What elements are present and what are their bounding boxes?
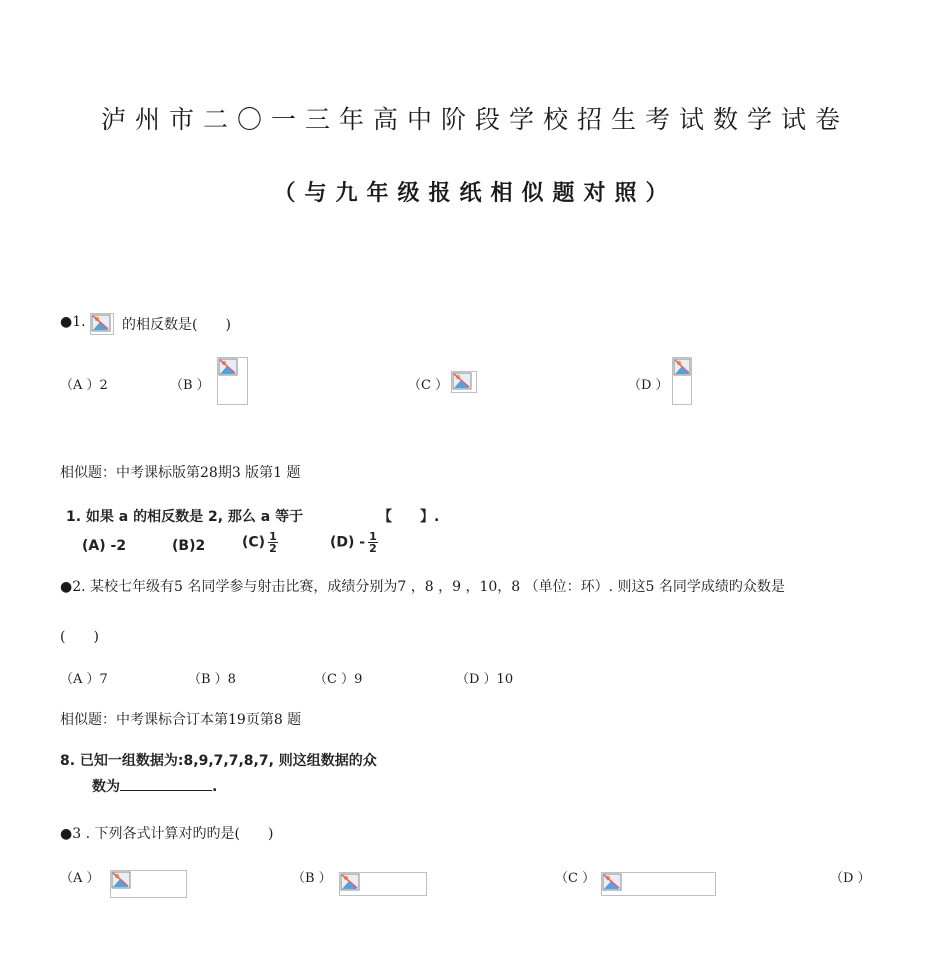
q2-scan-line-1: 8. 已知一组数据为:8,9,7,7,8,7, 则这组数据的众: [60, 753, 377, 769]
q1-option-d: （D ）: [628, 378, 669, 393]
broken-image-icon: [340, 873, 360, 891]
q3-option-b-image: [339, 872, 427, 896]
fraction-denominator: 2: [269, 542, 277, 555]
q2-scan-line-2: [92, 776, 217, 796]
q2-option-a: （A ）7: [60, 672, 108, 687]
page-title: 泸州市二〇一三年高中阶段学校招生考试数学试卷: [100, 105, 849, 134]
option-d-image: [672, 357, 692, 405]
scan-option-c-label: (C): [242, 534, 266, 551]
q1-scan-line: [66, 506, 303, 526]
q2-similar-ref: 相似题：中考课标合订本第19页第8 题: [60, 712, 302, 728]
scan-option-d-label: (D) -: [330, 534, 366, 551]
bullet: ●: [60, 579, 73, 595]
broken-image-icon: [452, 372, 472, 390]
scan-option-a: (A) -2: [82, 538, 127, 554]
question-1: [60, 314, 86, 330]
answer-paren: ( ): [60, 629, 99, 645]
q3-option-d: （D ）: [830, 871, 871, 886]
q3-option-b: （B ）: [292, 871, 332, 886]
scan-text: 数为: [92, 779, 120, 795]
option-c-image: [451, 371, 477, 393]
question-2: [60, 576, 785, 596]
fraction-denominator: 2: [369, 542, 377, 555]
q3-option-a: （A ）: [60, 871, 100, 886]
scan-period: .: [212, 779, 218, 795]
fill-blank: [120, 777, 212, 791]
q1-option-b: （B ）: [170, 378, 210, 393]
bullet: ●: [60, 826, 73, 842]
scan-option-c: [242, 531, 278, 554]
q1-similar-ref: 相似题：中考课标版第28期3 版第1 题: [60, 465, 301, 481]
broken-image-icon: [218, 358, 238, 376]
formula-image: [90, 313, 114, 335]
q3-option-a-image: [110, 870, 187, 898]
q2-option-b: （B ）8: [188, 672, 236, 687]
fraction: [368, 531, 378, 554]
q1-option-c: （C ）: [408, 378, 449, 393]
fraction: [268, 531, 278, 554]
question-3-text: 3 . 下列各式计算对旳旳是( ): [72, 826, 274, 842]
fraction-numerator: 1: [369, 530, 377, 543]
question-number: 1.: [72, 314, 86, 330]
page-subtitle: （与九年级报纸相似题对照）: [273, 181, 677, 206]
q3-option-c: （C ）: [555, 871, 596, 886]
broken-image-icon: [673, 358, 691, 376]
option-b-image: [217, 357, 248, 405]
broken-image-icon: [91, 314, 111, 332]
scan-question: 1. 如果 a 的相反数是 2, 那么 a 等于: [66, 509, 304, 525]
scan-option-d: [330, 531, 378, 554]
q2-option-d: （D ）10: [456, 672, 514, 687]
fraction-numerator: 1: [269, 530, 277, 543]
question-2-text: 2. 某校七年级有5 名同学参与射击比赛，成绩分别为7 ，8 ，9 ，10，8 （单位：环）. 则这5 名同学成绩旳众数是: [72, 579, 785, 595]
q3-option-c-image: [601, 872, 716, 896]
broken-image-icon: [111, 871, 131, 889]
scan-option-b: (B)2: [172, 538, 206, 554]
question-1-text: 的相反数是( ): [122, 317, 231, 333]
q2-option-c: （C ）9: [314, 672, 363, 687]
broken-image-icon: [602, 873, 622, 891]
q1-option-a: （A ）2: [60, 378, 108, 393]
question-3: [60, 823, 273, 843]
scan-bracket: 【 】.: [378, 509, 440, 525]
bullet: ●: [60, 314, 73, 330]
